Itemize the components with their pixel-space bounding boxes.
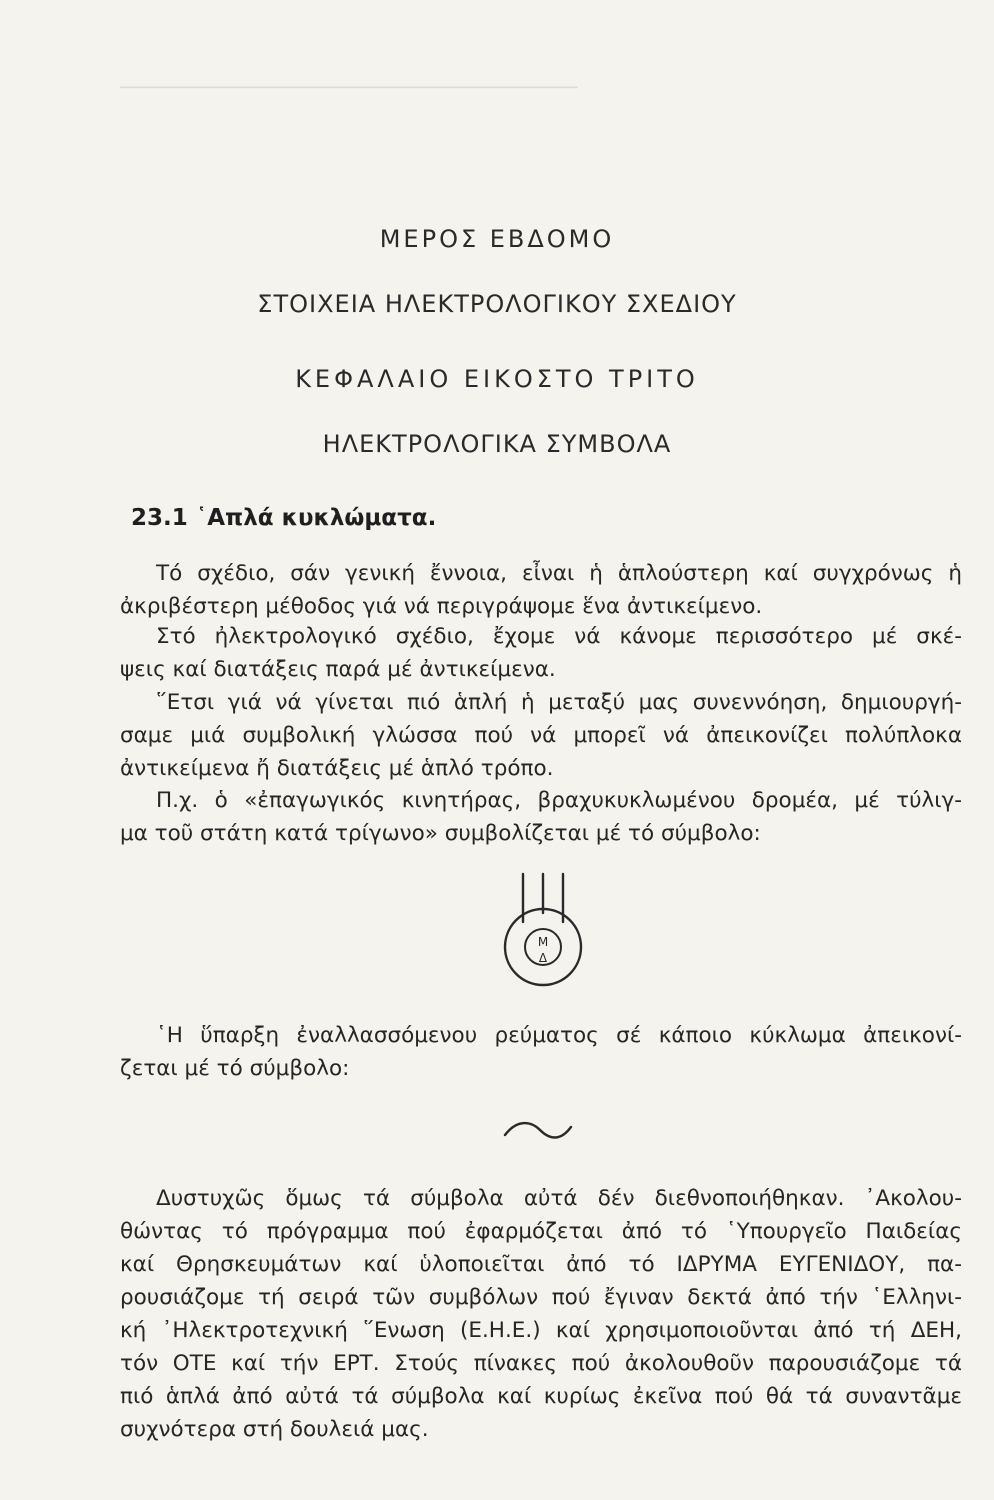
text-line: θώντας τό πρόγραμμα πού ἐφαρμόζεται ἀπό τό ῾Υπουργεῖο Παιδείας (120, 1219, 962, 1244)
text-line: συχνότερα στή δουλειά μας. (120, 1417, 429, 1442)
text-line: ἀκριβέστερη μέθοδος γιά νά περιγράψομε ἕνα ἀντικείμενο. (120, 594, 763, 619)
paragraph-alternating-current (120, 1019, 962, 1085)
text-line: τόν ΟΤΕ καί τήν ΕΡΤ. Στούς πίνακες πού ἀκολουθοῦν παρουσιάζομε τά (120, 1351, 962, 1376)
text-line: ρουσιάζομε τή σειρά τῶν συμβόλων πού ἔγιναν δεκτά ἀπό τήν ῾Ελληνι- (120, 1285, 962, 1310)
text-line: Στό ἠλεκτρολογικό σχέδιο, ἔχομε νά κάνομε περισσότερο μέ σκέ- (156, 624, 962, 649)
text-line: ῾Η ὕπαρξη ἐναλλασσόμενου ρεύματος σέ κάποιο κύκλωμα ἀπεικονί- (156, 1023, 962, 1048)
section-title: 23.1 ῾Απλά κυκλώματα. (131, 505, 437, 531)
text-line: Τό σχέδιο, σάν γενική ἔννοια, εἶναι ἡ ἁπλούστερη καί συγχρόνως ἡ (156, 561, 962, 586)
motor-letter-delta: Δ (538, 951, 548, 965)
paragraph-electrical-drawing (120, 620, 962, 686)
motor-inner-circle (525, 929, 561, 965)
text-line: σαμε μιά συμβολική γλώσσα πού νά μπορεῖ νά ἀπεικονίζει πολύπλοκα (120, 723, 962, 748)
text-line: ῞Ετσι γιά νά γίνεται πιό ἁπλή ἡ μεταξύ μας συνεννόηση, δημιουργή- (156, 690, 962, 715)
text-line: Π.χ. ὁ «ἐπαγωγικός κινητήρας, βραχυκυκλωμένου δρομέα, μέ τύλιγ- (156, 788, 962, 813)
chapter-title: ΚΕΦΑΛΑΙΟ ΕΙΚΟΣΤΟ ΤΡΙΤΟ (295, 365, 699, 393)
paragraph-drawing-definition (120, 557, 962, 623)
text-line: κή ᾿Ηλεκτροτεχνική ῞Ενωση (Ε.Η.Ε.) καί χρησιμοποιοῦνται ἀπό τή ΔΕΗ, (120, 1318, 962, 1343)
paragraph-symbolic-language (120, 686, 962, 785)
text-line: Δυστυχῶς ὅμως τά σύμβολα αὐτά δέν διεθνοποιήθηκαν. ᾿Ακολου- (156, 1186, 962, 1211)
text-line: μα τοῦ στάτη κατά τρίγωνο» συμβολίζεται μέ τό σύμβολο: (120, 821, 761, 846)
paragraph-standardization (120, 1182, 962, 1446)
text-line: ἀντικείμενα ἤ διατάξεις μέ ἁπλό τρόπο. (120, 756, 554, 781)
motor-letter-m: Μ (537, 935, 549, 949)
subject-title: ΣΤΟΙΧΕΙΑ ΗΛΕΚΤΡΟΛΟΓΙΚΟΥ ΣΧΕΔΙΟΥ (257, 290, 737, 318)
chapter-subject: ΗΛΕΚΤΡΟΛΟΓΙΚΑ ΣΥΜΒΟΛΑ (322, 430, 672, 458)
text-line: ζεται μέ τό σύμβολο: (120, 1056, 350, 1081)
text-line: καί Θρησκευμάτων καί ὑλοποιεῖται ἀπό τό ΙΔΡΥΜΑ ΕΥΓΕΝΙΔΟΥ, πα- (120, 1252, 962, 1277)
motor-outer-circle (505, 909, 581, 985)
text-line: πιό ἁπλά ἀπό αὐτά τά σύμβολα καί κυρίως ἐκεῖνα πού θά τά συναντᾶμε (120, 1384, 962, 1409)
part-title: ΜΕΡΟΣ ΕΒΔΟΜΟ (379, 225, 615, 253)
bleed-through-texture: ──────────────────────────────────────── (120, 77, 578, 99)
paragraph-motor-example (120, 784, 962, 850)
text-line: ψεις καί διατάξεις παρά μέ ἀντικείμενα. (120, 657, 556, 682)
